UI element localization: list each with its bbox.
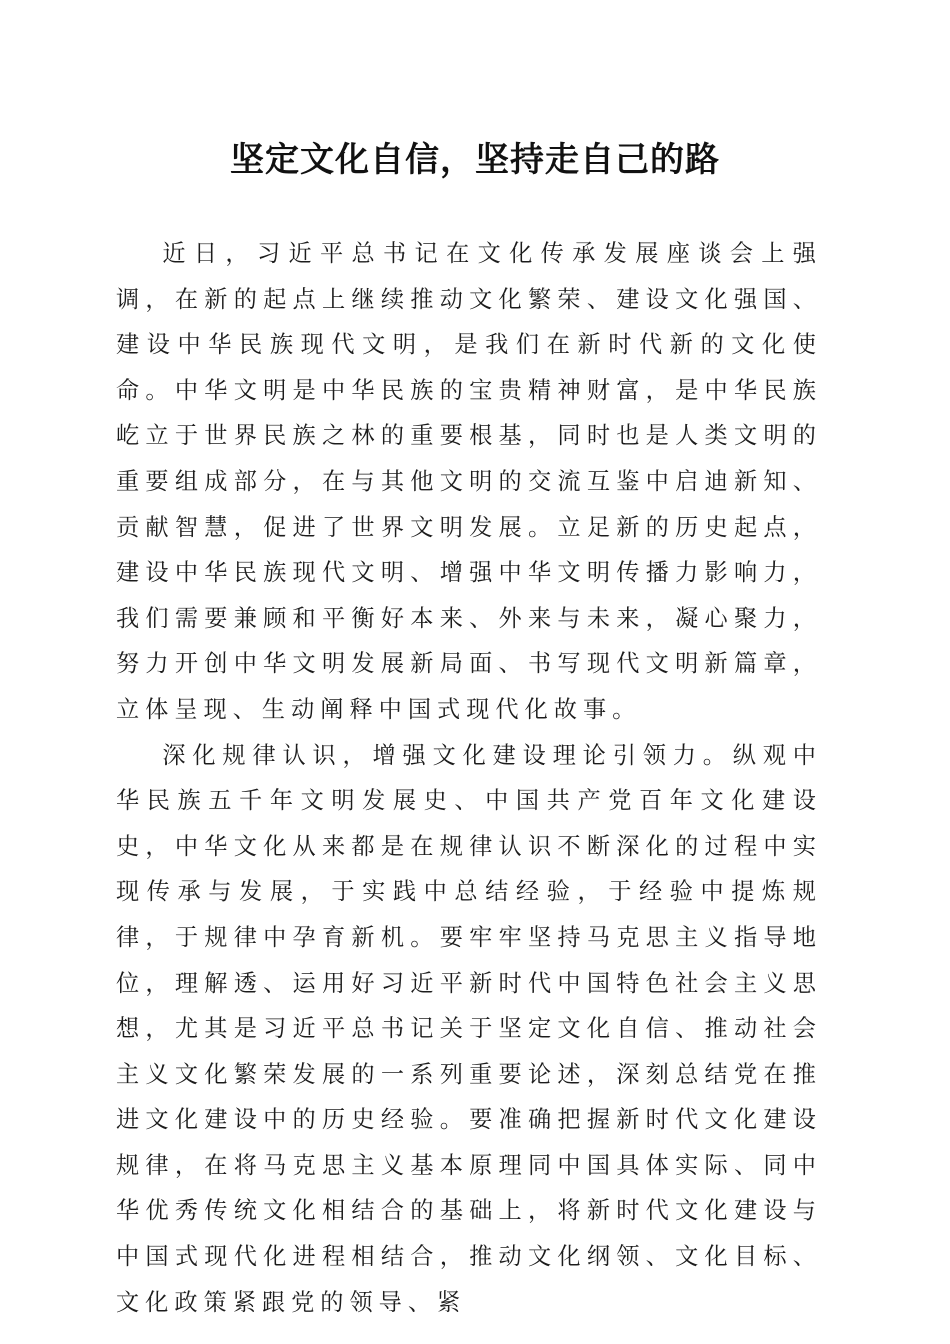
document-body — [116, 231, 822, 1325]
paragraph-2: 深化规律认识，增强文化建设理论引领力。纵观中华民族五千年文明发展史、中国共产党百年文化建设史，中华文化从来都是在规律认识不断深化的过程中实现传承与发展，于实践中总结经验，于经验中提炼规律，于规律中孕育新机。要牢牢坚持马克思主义指导地位，理解透、运用好习近平新时代中国特色社会主义思想，尤其是习近平总书记关于坚定文化自信、推动社会主义文化繁荣发展的一系列重要论述，深刻总结党在推进文化建设中的历史经验。要准确把握新时代文化建设规律，在将马克思主义基本原理同中国具体实际、同中华优秀传统文化相结合的基础上，将新时代文化建设与中国式现代化进程相结合，推动文化纲领、文化目标、文化政策紧跟党的领导、紧 — [116, 741, 822, 1316]
document-title: 坚定文化自信，坚持走自己的路 — [230, 140, 720, 180]
paragraph-1: 近日，习近平总书记在文化传承发展座谈会上强调，在新的起点上继续推动文化繁荣、建设文化强国、建设中华民族现代文明，是我们在新时代新的文化使命。中华文明是中华民族的宝贵精神财富，是中华民族屹立于世界民族之林的重要根基，同时也是人类文明的重要组成部分，在与其他文明的交流互鉴中启迪新知、贡献智慧，促进了世界文明发展。立足新的历史起点，建设中华民族现代文明、增强中华文明传播力影响力，我们需要兼顾和平衡好本来、外来与未来，凝心聚力，努力开创中华文明发展新局面、书写现代文明新篇章，立体呈现、生动阐释中国式现代化故事。 — [116, 240, 822, 723]
